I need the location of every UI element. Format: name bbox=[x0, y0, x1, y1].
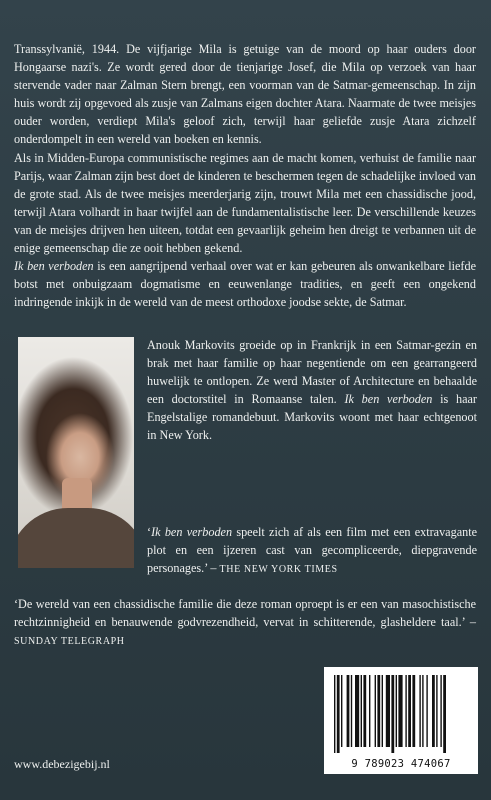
barcode-bar bbox=[412, 675, 415, 747]
quote-source: THE NEW YORK TIMES bbox=[219, 564, 338, 576]
barcode-bar bbox=[432, 675, 435, 747]
synopsis-paragraph-2: Als in Midden-Europa communistische regimes aan de macht komen, verhuist de familie naar Parijs, waar Zalman zijn best doet de kinderen te beschermen tegen de schadelijke invloed van de grote stad. Als de twee meisjes meerderjarig zijn, trouwt Mila met een chassidische jood, terwijl Atara volhardt in haar twijfel aan de fundamentalistische leer. De verschillende keuzes van de meisjes drijven hen uiteen, totdat een gevaarlijk geheim hen dreigt te verbannen uit de enige gemeenschap die ze ooit hebben gekend. bbox=[14, 150, 476, 256]
quote-book-title: Ik ben verboden bbox=[151, 525, 233, 539]
publisher-website: www.debezigebij.nl bbox=[14, 757, 110, 771]
barcode-bar bbox=[436, 675, 437, 747]
barcode-bar bbox=[351, 675, 352, 747]
synopsis-paragraph-3 bbox=[14, 257, 476, 311]
barcode-bar bbox=[341, 675, 342, 747]
barcode-bar bbox=[363, 675, 366, 747]
barcode-bar bbox=[369, 675, 370, 747]
quote-open-mark: ‘ bbox=[147, 525, 152, 539]
barcode-bar bbox=[386, 675, 390, 747]
barcode-bar bbox=[426, 675, 427, 747]
quote-text: ‘De wereld van een chassidische familie die deze roman oproept is er een van masochistische rechtzinnigheid en benauwende godvrezendheid, vervat in schitterende, glasheldere taal.’ – bbox=[14, 597, 476, 630]
barcode-bar bbox=[419, 675, 420, 747]
barcode-bar bbox=[408, 675, 411, 747]
synopsis-paragraph-3-text: is een aangrijpend verhaal over wat er kan gebeuren als onwankelbare liefde botst met onbuigzaam dogmatisme en eeuwenlange tradities, en geeft een ongekend indringende inkijk in de wereld van de meest orthodoxe joodse sekte, de Satmar. bbox=[14, 259, 476, 310]
barcode-bar bbox=[382, 675, 383, 747]
barcode-bar bbox=[443, 675, 446, 753]
review-quote-telegraph bbox=[14, 595, 476, 651]
barcode-bar bbox=[396, 675, 397, 747]
author-photo-shoulders bbox=[18, 508, 134, 568]
author-bio bbox=[147, 336, 477, 445]
barcode-bar bbox=[440, 675, 441, 747]
barcode-bar bbox=[405, 675, 406, 747]
barcode-bar bbox=[375, 675, 376, 747]
barcode-bar bbox=[377, 675, 380, 747]
book-title: Ik ben verboden bbox=[14, 259, 94, 274]
barcode-bar bbox=[361, 675, 362, 747]
barcode-bar bbox=[337, 675, 340, 753]
barcode-bar bbox=[355, 675, 359, 747]
barcode-bar bbox=[422, 675, 423, 747]
barcode-bars bbox=[324, 667, 478, 757]
isbn-number: 9 789023 474067 bbox=[351, 758, 451, 770]
quote-source: SUNDAY TELEGRAPH bbox=[14, 636, 125, 648]
synopsis-paragraph-1: Transsylvanië, 1944. De vijfjarige Mila is getuige van de moord op haar ouders door Hongaarse nazi's. Ze wordt gered door de tienjarige Josef, die Mila op verzoek van haar stervende vader naar Zalman Stern brengt, een voorman van de Satmar-gemeenschap. In zijn huis wordt zij opgevoed als zusje van Zalmans eigen dochter Atara. Naarmate de twee meisjes ouder worden, verdiept Mila's geloof zich, terwijl haar geliefde zusje Atara zichzelf onderdompelt in een wereld van boeken en kennis. bbox=[14, 42, 476, 147]
author-bio-book-title: Ik ben verboden bbox=[344, 392, 433, 407]
synopsis bbox=[14, 40, 476, 311]
barcode-bar bbox=[347, 675, 350, 747]
barcode-bar bbox=[391, 675, 394, 753]
author-photo bbox=[18, 337, 134, 568]
author-bio-text-2: is haar Engelstalige romandebuut. Markovits woont met haar echtgenoot in New York. bbox=[147, 392, 477, 443]
barcode-bar bbox=[398, 675, 402, 747]
isbn-barcode bbox=[324, 667, 478, 774]
quote-text: speelt zich af als een film met een extravagante plot en een ijzeren cast van gecompliceerde, diepgravende personages.’ – bbox=[147, 525, 477, 576]
author-bio-text-1: Anouk Markovits groeide op in Frankrijk in een Satmar-gezin en brak met haar familie op haar negentiende om een gearrangeerd huwelijk te ontlopen. Ze werd Master of Architecture en behaalde een doctorstitel in Romaanse talen. bbox=[147, 338, 477, 407]
review-quote-nyt bbox=[147, 523, 477, 579]
barcode-bar bbox=[334, 675, 335, 753]
